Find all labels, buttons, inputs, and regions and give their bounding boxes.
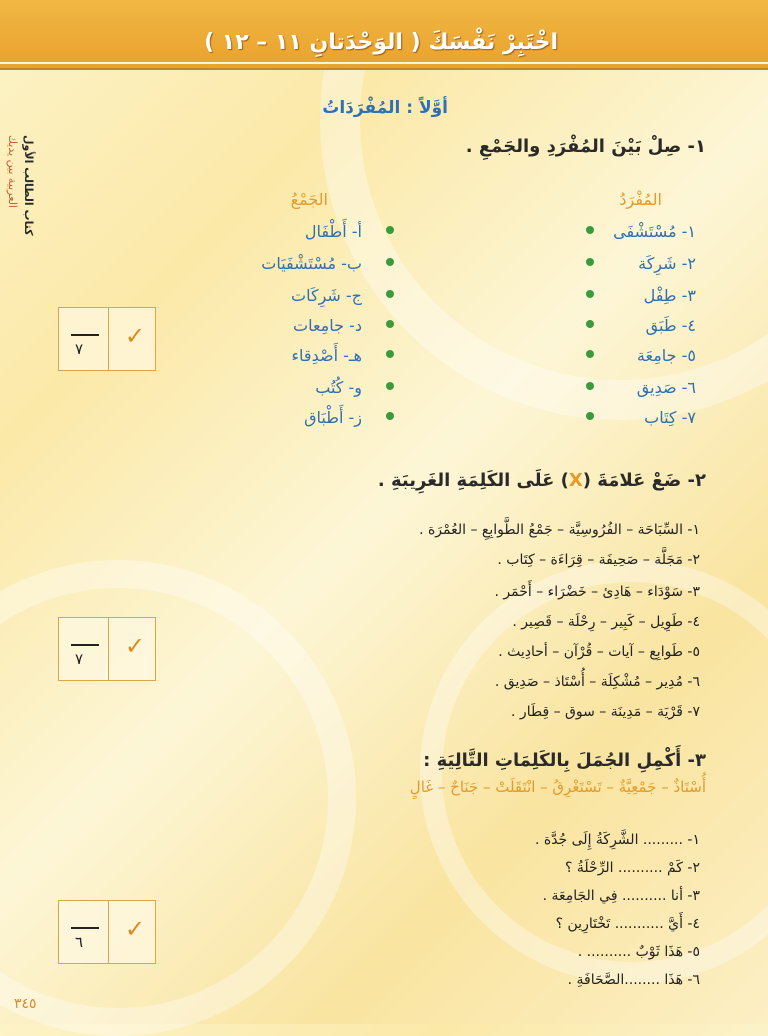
sidebar-series-title: العربية بين يديك (6, 135, 19, 208)
question-2-title-end: ) عَلَى الكَلِمَةِ الغَرِيبَةِ . (377, 470, 569, 491)
odd-word-line: ٢- مَجَلَّة – صَحِيفَة – قِرَاءَة – كِتَاب . (497, 552, 700, 568)
match-dot-plural[interactable] (386, 226, 394, 234)
plural-item: ج- شَرِكَات (291, 286, 362, 305)
match-dot-singular[interactable] (586, 320, 594, 328)
match-dot-plural[interactable] (386, 290, 394, 298)
section-title: أوَّلاً : المُفْرَدَاتُ (322, 98, 448, 118)
odd-word-line: ٤- طَوِيل – كَبِير – رِحْلَة – قَصِير . (512, 614, 700, 630)
singular-header: المُفْرَدُ (619, 190, 662, 209)
match-dot-plural[interactable] (386, 412, 394, 420)
fill-blank-line: ٥- هَذَا ثَوْبٌ .......... . (577, 944, 700, 960)
question-3-title: ٣- أَكْمِلِ الجُمَلَ بِالكَلِمَاتِ التَّالِيَةِ : (423, 750, 706, 771)
match-dot-plural[interactable] (386, 320, 394, 328)
singular-item: ٤- طَبَق (645, 316, 696, 335)
question-1-title: ١- صِلْ بَيْنَ المُفْرَدِ والجَمْعِ . (465, 136, 706, 157)
odd-word-line: ٥- طَوابِع – آيات – قُرْآن – أحادِيث . (498, 644, 700, 660)
score-total: ٦ (75, 933, 84, 951)
match-dot-plural[interactable] (386, 258, 394, 266)
score-total: ٧ (75, 340, 84, 358)
score-total: ٧ (75, 650, 84, 668)
question-2-title-start: ٢- ضَعْ عَلامَةَ ( (582, 470, 706, 491)
score-blank-line (71, 927, 99, 929)
singular-item: ٦- صَدِيق (636, 378, 696, 397)
page-title: اخْتَبِرْ نَفْسَكَ ( الوَحْدَتانِ ١١ – ١٢ ) (204, 30, 558, 55)
plural-item: د- جامِعات (293, 316, 362, 335)
fill-blank-line: ٦- هَذَا ........الصَّحَافَةِ . (567, 972, 700, 988)
match-dot-singular[interactable] (586, 412, 594, 420)
match-dot-singular[interactable] (586, 382, 594, 390)
singular-item: ١- مُسْتَشْفَى (613, 222, 696, 241)
odd-word-line: ٧- قَرْيَة – مَدِينَة – سوق – قِطَار . (511, 704, 700, 720)
singular-item: ٥- جامِعَة (636, 346, 696, 365)
singular-item: ٧- كِتَاب (644, 408, 696, 427)
fill-blank-line: ٢- كَمْ .......... الرِّحْلَةُ ؟ (565, 860, 700, 876)
odd-word-line: ١- السِّبَاحَة – الفُرُوسِيَّة – جَمْعُ الطَّوابِعِ – العُمْرَة . (419, 522, 700, 538)
score-check-cell (108, 618, 155, 680)
match-dot-singular[interactable] (586, 226, 594, 234)
sidebar-book-title: كتاب الطالب الأول (22, 135, 35, 236)
singular-item: ٢- شَرِكَة (638, 254, 696, 273)
header-banner (0, 0, 768, 70)
plural-item: و- كُتُب (315, 378, 362, 397)
score-box (58, 307, 156, 371)
x-mark: X (568, 470, 583, 491)
background-swirl (0, 560, 356, 1036)
word-bank: أُسْتَاذٌ – جَمْعِيَّةٌ – تَسْتَغْرِقُ – انْتَقَلَتْ – جَنَاحٌ – غَالٍ (409, 778, 706, 796)
score-blank-line (71, 644, 99, 646)
match-dot-singular[interactable] (586, 350, 594, 358)
odd-word-line: ٣- سَوْدَاء – هَادِئ – خَضْرَاء – أَحْمَر . (494, 584, 700, 600)
odd-word-line: ٦- مُدِير – مُشْكِلَة – أُسْتَاذ – صَدِيق . (494, 674, 700, 690)
plural-item: أ- أَطْفَال (304, 222, 362, 241)
singular-item: ٣- طِفْل (643, 286, 696, 305)
plural-item: هـ- أَصْدِقاء (291, 346, 362, 365)
header-divider (0, 62, 768, 64)
check-icon: ✓ (124, 632, 145, 660)
fill-blank-line: ٤- أَيَّ ........... تَخْتَارِين ؟ (555, 916, 700, 932)
check-icon: ✓ (124, 322, 145, 350)
page-number: ٣٤٥ (14, 996, 37, 1012)
score-box (58, 900, 156, 964)
plural-item: ب- مُسْتَشْفَيَات (261, 254, 362, 273)
fill-blank-line: ١- ......... الشَّرِكَةُ إِلَى جُدَّة . (534, 832, 700, 848)
score-box (58, 617, 156, 681)
match-dot-plural[interactable] (386, 350, 394, 358)
score-check-cell (108, 308, 155, 370)
score-blank-line (71, 334, 99, 336)
check-icon: ✓ (124, 915, 145, 943)
score-check-cell (108, 901, 155, 963)
fill-blank-line: ٣- أنا .......... فِي الجَامِعَة . (542, 888, 700, 904)
plural-item: ز- أَطْبَاق (304, 408, 362, 427)
match-dot-singular[interactable] (586, 290, 594, 298)
match-dot-plural[interactable] (386, 382, 394, 390)
question-2-title (378, 470, 706, 491)
match-dot-singular[interactable] (586, 258, 594, 266)
plural-header: الجَمْعُ (290, 190, 328, 209)
